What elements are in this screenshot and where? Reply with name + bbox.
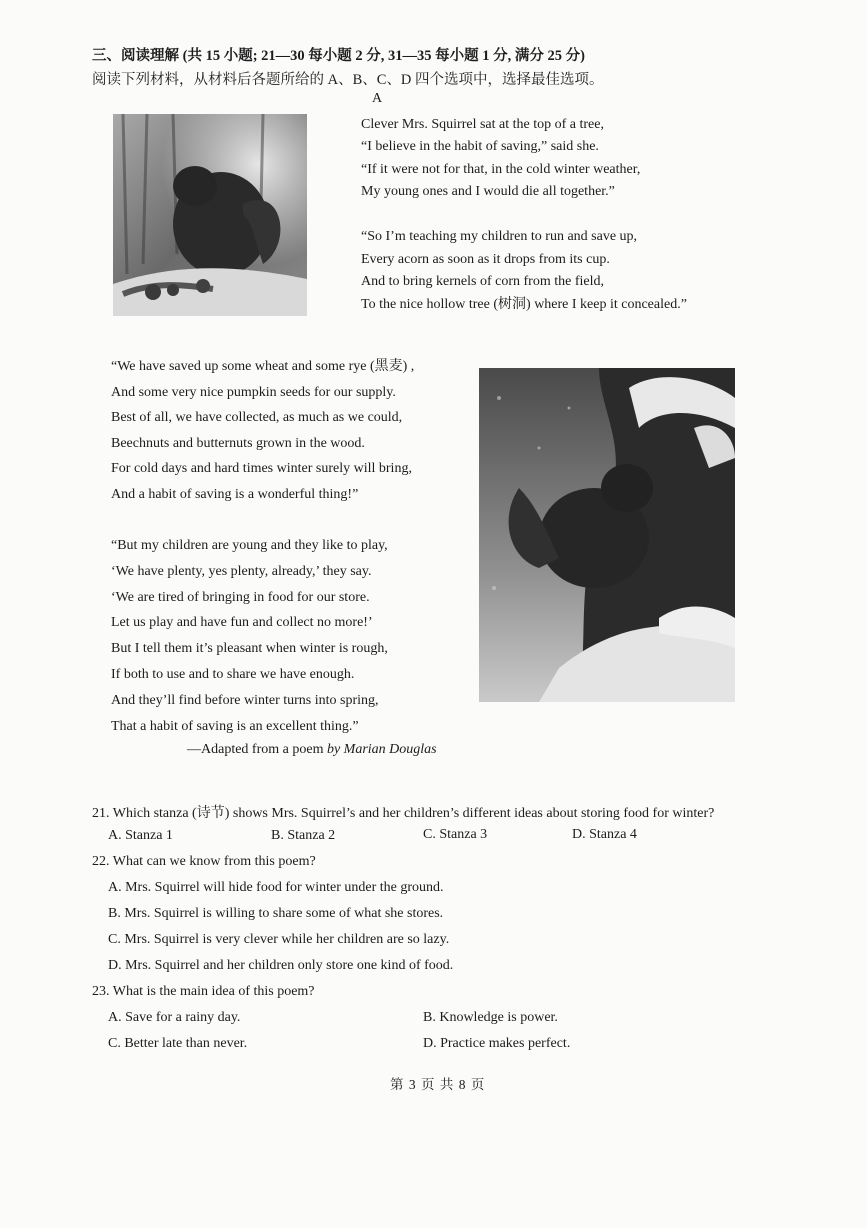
question-23-stem: 23. What is the main idea of this poem?: [92, 984, 315, 999]
poem-line: “So I’m teaching my children to run and save up,: [361, 229, 638, 244]
q21-option-b[interactable]: B. Stanza 2: [271, 828, 336, 843]
passage-label: A: [372, 91, 383, 106]
poem-line: Let us play and have fun and collect no more!’: [111, 615, 373, 631]
question-21-stem: 21. Which stanza (诗节) shows Mrs. Squirrel’s and her children’s different ideas about storing food for winter?: [92, 806, 715, 821]
poem-line: Clever Mrs. Squirrel sat at the top of a tree,: [361, 117, 604, 132]
q22-option-a[interactable]: A. Mrs. Squirrel will hide food for winter under the ground.: [108, 880, 444, 895]
q23-option-d[interactable]: D. Practice makes perfect.: [423, 1036, 571, 1051]
poem-credit: —Adapted from a poem by Marian Douglas: [187, 742, 437, 757]
q21-option-c[interactable]: C. Stanza 3: [423, 827, 488, 842]
q23-option-b[interactable]: B. Knowledge is power.: [423, 1010, 558, 1025]
poem-line: ‘We are tired of bringing in food for our store.: [111, 589, 370, 605]
poem-line: “But my children are young and they like to play,: [111, 538, 388, 553]
poem-line: My young ones and I would die all together.”: [361, 183, 615, 199]
stanza-1: [361, 114, 640, 203]
stanza-4: [111, 533, 388, 739]
q22-option-c[interactable]: C. Mrs. Squirrel is very clever while her children are so lazy.: [108, 932, 450, 947]
poem-line: ‘We have plenty, yes plenty, already,’ they say.: [111, 563, 372, 579]
q21-option-a[interactable]: A. Stanza 1: [108, 828, 173, 843]
page-number: 第 3 页 共 8 页: [390, 1077, 486, 1092]
stanza-2: [361, 226, 687, 316]
poem-line: And some very nice pumpkin seeds for our supply.: [111, 384, 396, 400]
stanza-3: [111, 354, 414, 507]
poem-line: And they’ll find before winter turns into spring,: [111, 692, 379, 708]
poem-line: For cold days and hard times winter surely will bring,: [111, 461, 412, 476]
section-heading: 三、阅读理解 (共 15 小题; 21—30 每小题 2 分, 31—35 每小题 1 分, 满分 25 分): [92, 48, 585, 64]
poem-line: Every acorn as soon as it drops from its cup.: [361, 251, 610, 267]
poem-line: If both to use and to share we have enough.: [111, 666, 355, 682]
q22-option-b[interactable]: B. Mrs. Squirrel is willing to share some of what she stores.: [108, 906, 444, 921]
poem-line: Beechnuts and butternuts grown in the wood.: [111, 435, 365, 451]
q23-option-a[interactable]: A. Save for a rainy day.: [108, 1010, 241, 1025]
section-instruction: 阅读下列材料，从材料后各题所给的 A、B、C、D 四个选项中，选择最佳选项。: [92, 72, 604, 88]
question-22-stem: 22. What can we know from this poem?: [92, 854, 316, 869]
poem-line: “We have saved up some wheat and some rye (黑麦) ,: [111, 359, 415, 374]
squirrel-photo-top: [113, 114, 307, 316]
q23-option-c[interactable]: C. Better late than never.: [108, 1036, 248, 1051]
poem-line: To the nice hollow tree (树洞) where I keep it concealed.”: [361, 296, 687, 312]
poem-line: “I believe in the habit of saving,” said she.: [361, 139, 599, 155]
squirrel-photo-bottom: [479, 368, 735, 702]
poem-line: And to bring kernels of corn from the field,: [361, 274, 604, 289]
poem-line: But I tell them it’s pleasant when winter is rough,: [111, 641, 388, 657]
poem-line: Best of all, we have collected, as much as we could,: [111, 410, 403, 425]
q21-option-d[interactable]: D. Stanza 4: [572, 827, 637, 842]
poem-line: That a habit of saving is an excellent thing.”: [111, 718, 359, 734]
poem-line: And a habit of saving is a wonderful thing!”: [111, 486, 359, 502]
poem-line: “If it were not for that, in the cold winter weather,: [361, 161, 641, 177]
q22-option-d[interactable]: D. Mrs. Squirrel and her children only store one kind of food.: [108, 958, 454, 973]
